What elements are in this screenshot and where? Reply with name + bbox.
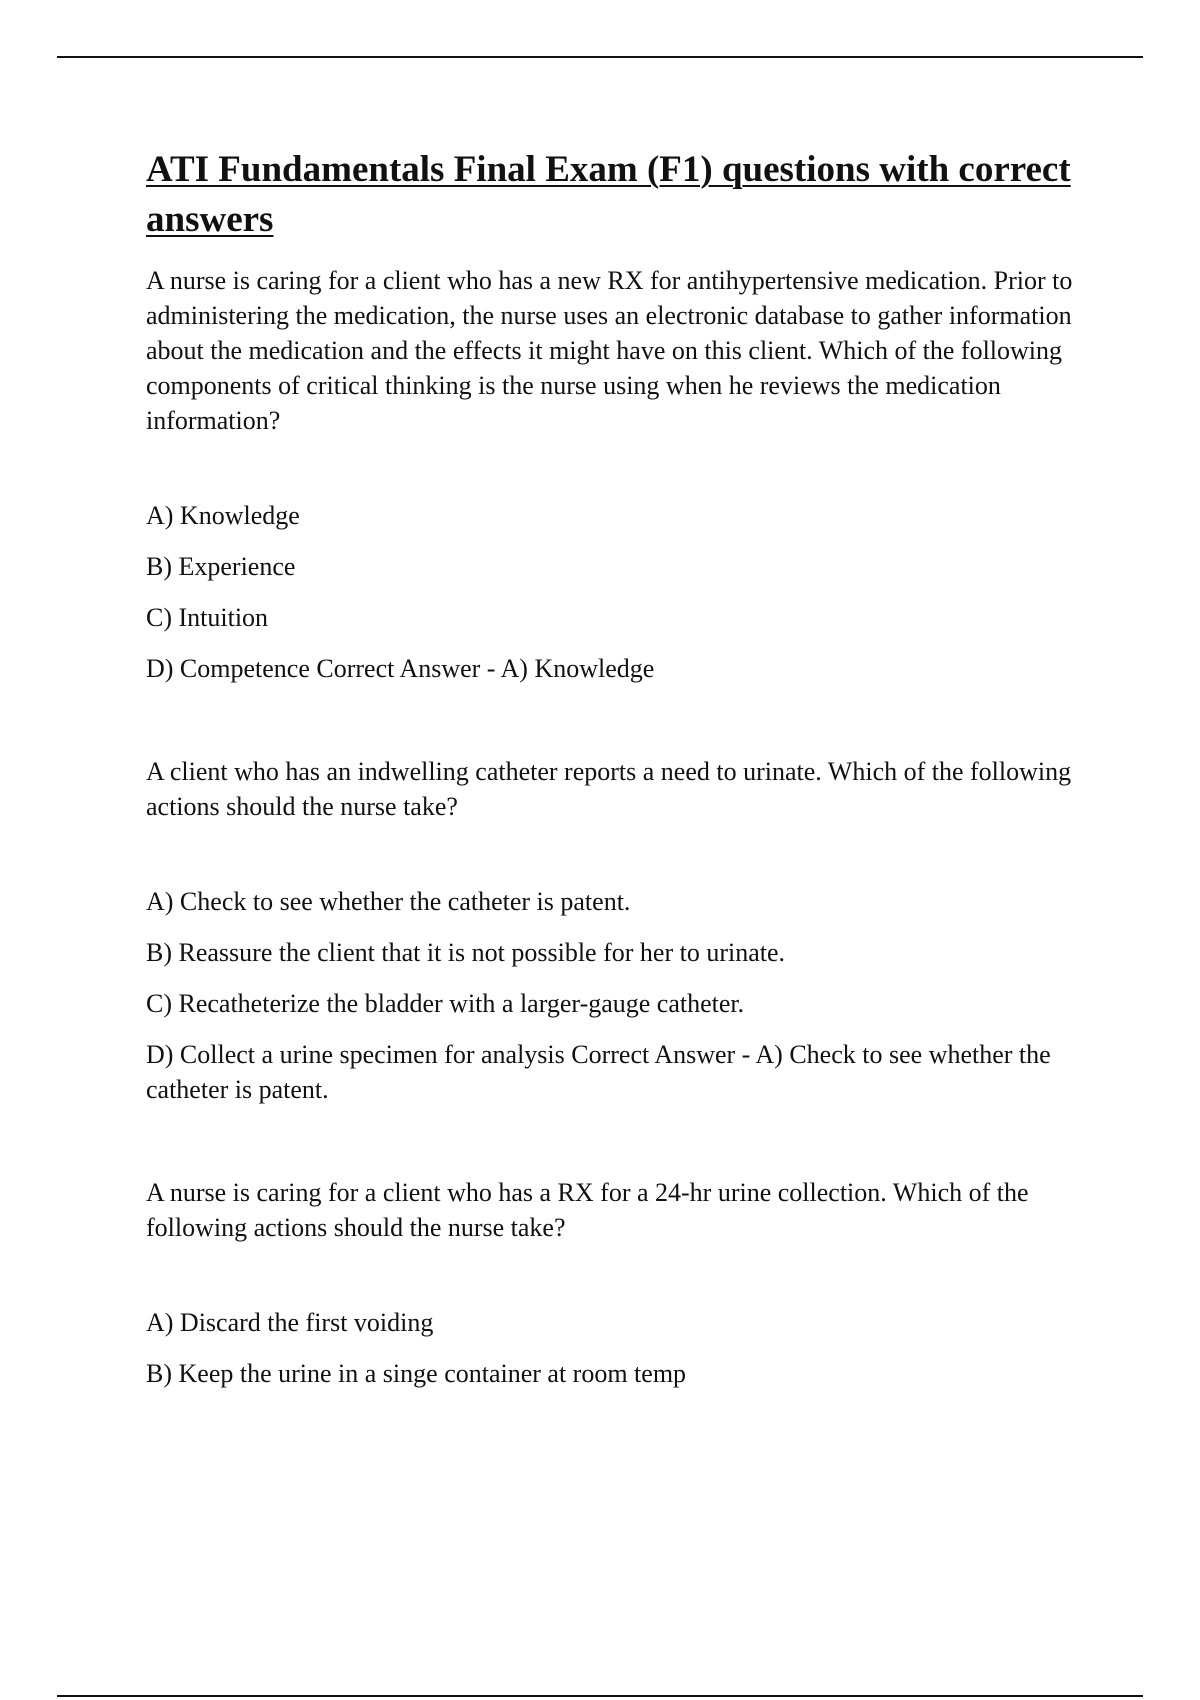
option-a: A) Discard the first voiding bbox=[146, 1308, 434, 1337]
bottom-rule bbox=[57, 1695, 1143, 1697]
question-stem: A nurse is caring for a client who has a RX for a 24-hr urine collection. Which of the following actions should the nurse take? bbox=[146, 1178, 1029, 1242]
option-d: D) Competence bbox=[146, 654, 310, 683]
option-b: B) Experience bbox=[146, 552, 296, 581]
question-1 bbox=[146, 263, 1096, 686]
question-stem: A client who has an indwelling catheter reports a need to urinate. Which of the following actions should the nurse take? bbox=[146, 757, 1072, 821]
answer-options bbox=[146, 1305, 1096, 1391]
answer-options bbox=[146, 884, 1096, 1107]
question-3 bbox=[146, 1175, 1096, 1391]
document-body bbox=[146, 145, 1096, 1391]
question-stem: A nurse is caring for a client who has a new RX for antihypertensive medication. Prior to administering the medication, the nurse uses an electronic database to gather information about the medication and the effects it might have on this client. Which of the following components of critical thinking is the nurse using when he reviews the medication information? bbox=[146, 266, 1073, 435]
option-b: B) Reassure the client that it is not possible for her to urinate. bbox=[146, 938, 786, 967]
option-d-with-answer bbox=[146, 651, 1096, 686]
correct-answer: Correct Answer - A) Check to see whether the catheter is patent. bbox=[146, 1040, 1051, 1104]
option-b: B) Keep the urine in a singe container at room temp bbox=[146, 1359, 687, 1388]
top-rule bbox=[57, 56, 1143, 58]
answer-options bbox=[146, 498, 1096, 686]
document-title: ATI Fundamentals Final Exam (F1) questions with correct answers bbox=[146, 149, 1071, 240]
option-d-with-answer bbox=[146, 1037, 1096, 1107]
option-d: D) Collect a urine specimen for analysis bbox=[146, 1040, 565, 1069]
option-a: A) Knowledge bbox=[146, 501, 300, 530]
option-a: A) Check to see whether the catheter is patent. bbox=[146, 887, 631, 916]
option-c: C) Recatheterize the bladder with a larger-gauge catheter. bbox=[146, 989, 745, 1018]
correct-answer: Correct Answer - A) Knowledge bbox=[316, 654, 655, 683]
option-c: C) Intuition bbox=[146, 603, 269, 632]
question-2 bbox=[146, 754, 1096, 1107]
